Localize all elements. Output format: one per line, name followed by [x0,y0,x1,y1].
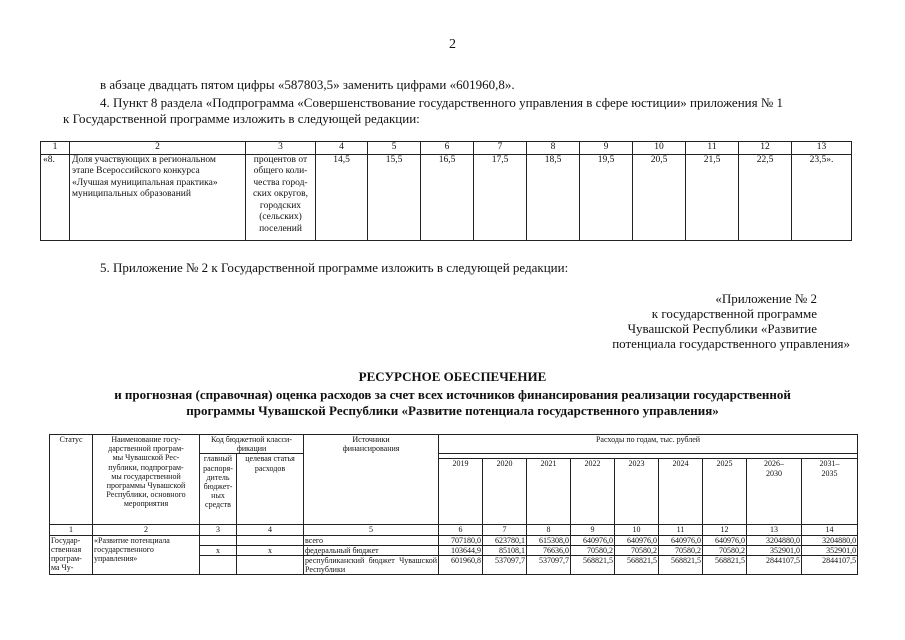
col-num: 13 [747,525,802,535]
header-cell: 2 [70,142,246,155]
main-manager-cell: х [200,545,237,555]
value-cell: 623780,1 [483,535,527,545]
header-cell: 10 [633,142,686,155]
value-cell: 19,5 [580,154,633,240]
header-cell: 7 [474,142,527,155]
indicator-name: Доля участвующих в региональном этапе Всероссийского конкурса «Лучшая муниципальная практика» муниципальных образований [70,154,246,240]
value-cell: 640976,0 [615,535,659,545]
value-cell: 17,5 [474,154,527,240]
value-cell: 18,5 [527,154,580,240]
value-cell: 70580,2 [703,545,747,555]
value-cell: 568821,5 [659,556,703,575]
value-cell: 537097,7 [483,556,527,575]
document-title: РЕСУРСНОЕ ОБЕСПЕЧЕНИЕ [358,369,547,384]
year-header: 2022 [571,459,615,525]
col-num: 5 [304,525,439,535]
value-cell: 537097,7 [527,556,571,575]
header-cell: 3 [246,142,316,155]
value-cell: 707180,0 [439,535,483,545]
header-cell: 8 [527,142,580,155]
col-num: 8 [527,525,571,535]
table-row [50,535,858,545]
header-cell: 4 [316,142,368,155]
value-cell: 568821,5 [703,556,747,575]
value-cell: 22,5 [739,154,792,240]
value-cell: 568821,5 [571,556,615,575]
col-num: 6 [439,525,483,535]
col-num: 10 [615,525,659,535]
col-num: 11 [659,525,703,535]
col-num: 4 [237,525,304,535]
value-cell: 601960,8 [439,556,483,575]
col-num: 12 [703,525,747,535]
value-cell: 640976,0 [659,535,703,545]
col-num: 14 [802,525,858,535]
value-cell: 70580,2 [571,545,615,555]
year-header: 2021 [527,459,571,525]
value-cell: 568821,5 [615,556,659,575]
value-cell: 2844107,5 [747,556,802,575]
paragraph-amendment: в абзаце двадцать пятом цифры «587803,5» заменить цифрами «601960,8». [100,77,515,92]
value-cell: 16,5 [421,154,474,240]
header-main-manager: главный распоря- дитель бюджет- ных средств [200,454,237,525]
year-header: 2020 [483,459,527,525]
value-cell: 2844107,5 [802,556,858,575]
status-cell: Государ- ственная програм- ма Чу- [50,535,93,575]
col-num: 7 [483,525,527,535]
resource-table [49,434,858,575]
header-expenses: Расходы по годам, тыс. рублей [439,435,858,454]
col-num: 3 [200,525,237,535]
table-header-row [41,142,852,155]
paragraph-4-line1: 4. Пункт 8 раздела «Подпрограмма «Совершенствование государственного управления в сфере юстиции» приложения № 1 [100,95,783,110]
document-subtitle-line2: программы Чувашской Республики «Развитие потенциала государственного управления» [186,403,719,418]
target-item-cell [237,535,304,545]
value-cell: 15,5 [368,154,421,240]
source-cell: федеральный бюджет [304,545,439,555]
value-cell: 76636,0 [527,545,571,555]
value-cell: 3204880,0 [747,535,802,545]
header-sources: Источники финансирования [304,435,439,525]
main-manager-cell [200,556,237,575]
paragraph-4-line2: к Государственной программе изложить в следующей редакции: [63,111,420,126]
header-budget-code: Код бюджетной класси- фикации [200,435,304,454]
source-cell: республиканский бюджет Чувашской Республики [305,556,437,575]
annex-heading: «Приложение № 2 к государственной программе Чувашской Республики «Развитие потенциала государственного управления» [612,291,850,351]
page-number: 2 [449,37,456,52]
year-header: 2019 [439,459,483,525]
value-cell: 103644,9 [439,545,483,555]
header-target-item: целевая статья расходов [237,454,304,525]
main-manager-cell [200,535,237,545]
indicator-table [40,141,852,241]
header-cell: 13 [792,142,852,155]
year-header: 2026– 2030 [747,459,802,525]
year-header: 2031– 2035 [802,459,858,525]
col-num: 9 [571,525,615,535]
header-cell: 5 [368,142,421,155]
year-header: 2023 [615,459,659,525]
col-num: 1 [50,525,93,535]
value-cell: 640976,0 [571,535,615,545]
target-item-cell [237,556,304,575]
value-cell: 352901,0 [747,545,802,555]
target-item-cell: х [237,545,304,555]
value-cell: 70580,2 [659,545,703,555]
value-cell: 20,5 [633,154,686,240]
header-program-name: Наименование госу- дарственной програм- мы Чувашской Рес- публики, подпрограм- мы государственной программы Чувашской Республики, основного мероприятия [93,435,200,525]
value-cell: 3204880,0 [802,535,858,545]
year-header: 2025 [703,459,747,525]
value-cell: 615308,0 [527,535,571,545]
document-subtitle-line1: и прогнозная (справочная) оценка расходов за счет всех источников финансирования реализации государственной [114,387,791,402]
header-cell: 9 [580,142,633,155]
header-status: Статус [50,435,93,525]
indicator-unit: процентов от общего коли- чества город- ских округов, городских (сельских) поселений [246,154,316,240]
program-name-cell: «Развитие потенциала государственного управления» [93,535,200,575]
value-cell: 352901,0 [802,545,858,555]
value-cell: 14,5 [316,154,368,240]
value-cell: 85108,1 [483,545,527,555]
column-number-row [50,525,858,535]
value-cell: 70580,2 [615,545,659,555]
source-cell: всего [304,535,439,545]
header-cell: 1 [41,142,70,155]
value-cell: 23,5». [792,154,852,240]
header-cell: 11 [686,142,739,155]
header-cell: 6 [421,142,474,155]
paragraph-5: 5. Приложение № 2 к Государственной программе изложить в следующей редакции: [100,260,569,275]
row-number: «8. [41,154,70,240]
header-cell: 12 [739,142,792,155]
col-num: 2 [93,525,200,535]
table-row [41,154,852,240]
value-cell: 21,5 [686,154,739,240]
value-cell: 640976,0 [703,535,747,545]
year-header: 2024 [659,459,703,525]
